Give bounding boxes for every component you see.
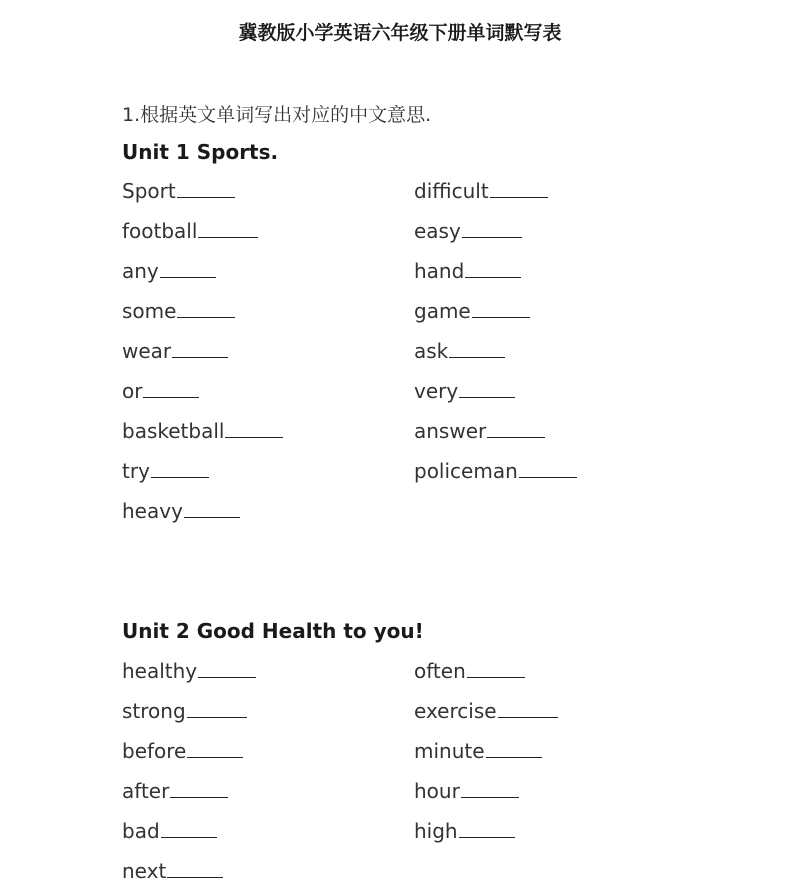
vocab-word: some	[122, 299, 177, 323]
vocab-item	[122, 859, 223, 883]
vocab-item	[122, 819, 217, 843]
answer-blank[interactable]	[459, 379, 515, 398]
vocab-word: answer	[414, 419, 487, 443]
vocab-item	[414, 419, 545, 443]
vocab-word: after	[122, 779, 170, 803]
answer-blank[interactable]	[177, 299, 235, 318]
answer-blank[interactable]	[462, 219, 522, 238]
unit-2-heading: Unit 2 Good Health to you!	[122, 619, 424, 643]
vocab-word: wear	[122, 339, 172, 363]
worksheet-title: 冀教版小学英语六年级下册单词默写表	[238, 22, 562, 44]
answer-blank[interactable]	[498, 699, 558, 718]
vocab-item	[122, 699, 247, 723]
vocab-word: easy	[414, 219, 461, 243]
vocab-item	[414, 339, 505, 363]
answer-blank[interactable]	[472, 299, 530, 318]
vocab-word: heavy	[122, 499, 183, 523]
answer-blank[interactable]	[490, 179, 548, 198]
answer-blank[interactable]	[170, 779, 228, 798]
vocab-word: high	[414, 819, 458, 843]
answer-blank[interactable]	[177, 179, 235, 198]
vocab-item	[122, 219, 258, 243]
vocab-item	[122, 659, 256, 683]
vocab-item	[122, 419, 283, 443]
vocab-word: before	[122, 739, 187, 763]
answer-blank[interactable]	[449, 339, 505, 358]
vocab-item	[122, 499, 240, 523]
vocab-word: hand	[414, 259, 465, 283]
answer-blank[interactable]	[167, 859, 223, 878]
vocab-item	[414, 259, 521, 283]
vocab-word: hour	[414, 779, 460, 803]
vocab-item	[414, 459, 577, 483]
vocab-item	[414, 659, 525, 683]
vocab-word: next	[122, 859, 167, 883]
answer-blank[interactable]	[225, 419, 283, 438]
vocab-item	[122, 459, 209, 483]
answer-blank[interactable]	[459, 819, 515, 838]
vocab-word: healthy	[122, 659, 198, 683]
vocab-item	[414, 179, 548, 203]
answer-blank[interactable]	[187, 699, 247, 718]
answer-blank[interactable]	[519, 459, 577, 478]
answer-blank[interactable]	[151, 459, 209, 478]
vocab-word: football	[122, 219, 198, 243]
vocab-item	[122, 179, 235, 203]
vocab-word: exercise	[414, 699, 497, 723]
vocab-word: difficult	[414, 179, 489, 203]
vocab-word: minute	[414, 739, 485, 763]
vocab-word: try	[122, 459, 150, 483]
answer-blank[interactable]	[160, 259, 216, 278]
answer-blank[interactable]	[172, 339, 228, 358]
vocab-item	[414, 739, 542, 763]
answer-blank[interactable]	[486, 739, 542, 758]
vocab-word: often	[414, 659, 466, 683]
vocab-item	[414, 299, 530, 323]
answer-blank[interactable]	[161, 819, 217, 838]
answer-blank[interactable]	[487, 419, 545, 438]
vocab-item	[122, 299, 235, 323]
instruction-text: 1.根据英文单词写出对应的中文意思.	[122, 104, 432, 126]
vocab-word: strong	[122, 699, 186, 723]
answer-blank[interactable]	[143, 379, 199, 398]
vocab-word: ask	[414, 339, 449, 363]
vocab-word: basketball	[122, 419, 225, 443]
answer-blank[interactable]	[184, 499, 240, 518]
vocab-item	[122, 779, 228, 803]
vocab-word: Sport	[122, 179, 176, 203]
vocab-item	[414, 779, 519, 803]
vocab-item	[122, 379, 199, 403]
vocab-item	[122, 339, 228, 363]
unit-1-heading: Unit 1 Sports.	[122, 140, 279, 164]
vocab-word: policeman	[414, 459, 518, 483]
vocab-item	[414, 819, 515, 843]
vocab-word: bad	[122, 819, 160, 843]
vocab-word: any	[122, 259, 159, 283]
answer-blank[interactable]	[187, 739, 243, 758]
answer-blank[interactable]	[198, 659, 256, 678]
vocab-word: or	[122, 379, 143, 403]
vocab-item	[122, 259, 216, 283]
answer-blank[interactable]	[461, 779, 519, 798]
answer-blank[interactable]	[465, 259, 521, 278]
vocab-item	[122, 739, 243, 763]
vocab-word: very	[414, 379, 459, 403]
answer-blank[interactable]	[198, 219, 258, 238]
vocab-word: game	[414, 299, 471, 323]
vocab-item	[414, 699, 558, 723]
vocab-item	[414, 219, 522, 243]
answer-blank[interactable]	[467, 659, 525, 678]
vocab-item	[414, 379, 515, 403]
